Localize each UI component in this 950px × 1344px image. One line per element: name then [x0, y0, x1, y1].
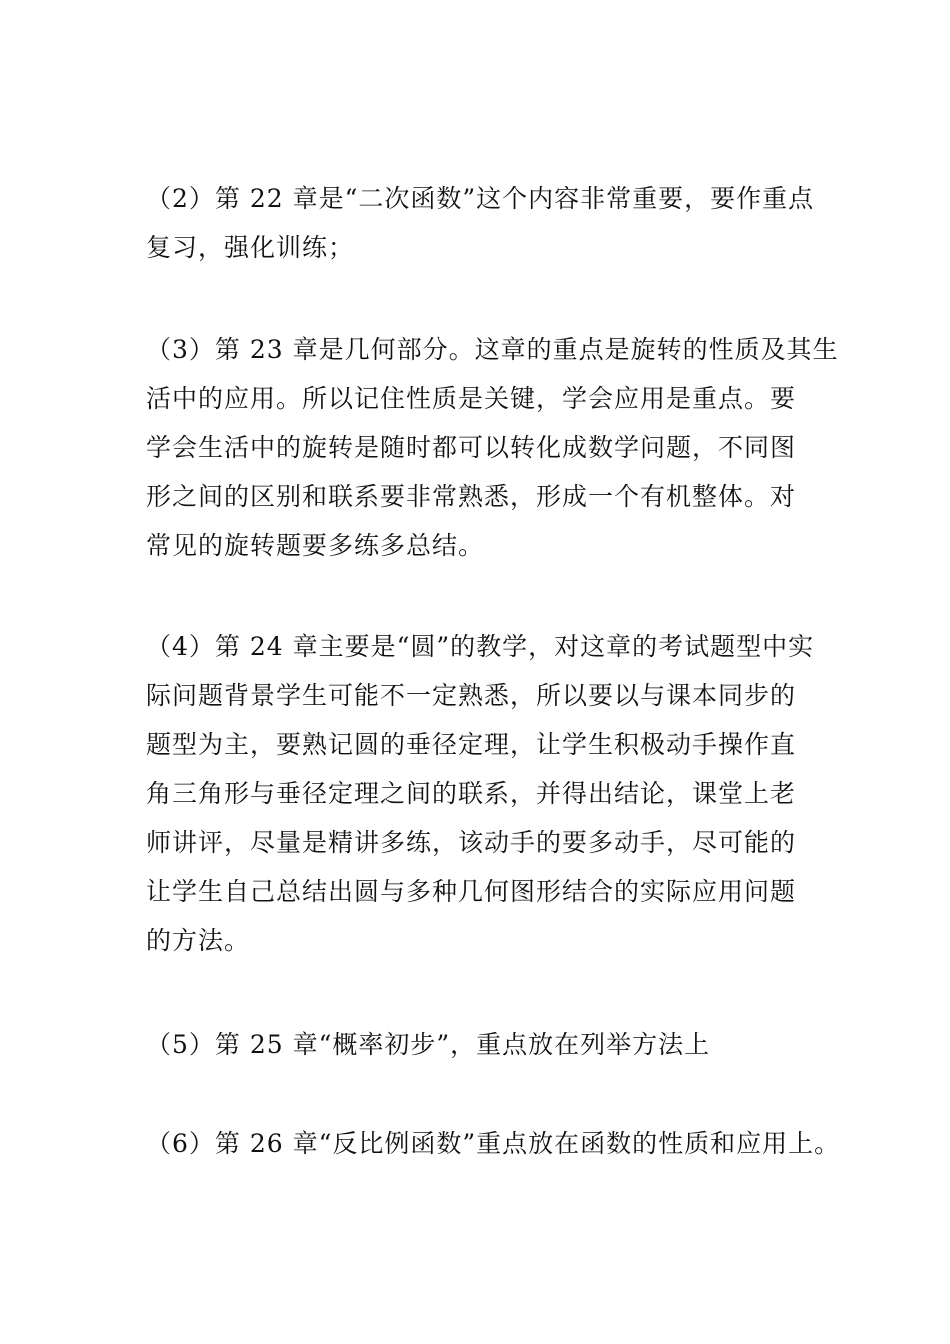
- text-line: （6）第 26 章“反比例函数”重点放在函数的性质和应用上。: [146, 1129, 841, 1158]
- paragraph-chapter-22: [146, 174, 814, 272]
- paragraph-chapter-26: [146, 1119, 840, 1168]
- text-line: 活中的应用。所以记住性质是关键，学会应用是重点。要: [146, 384, 797, 413]
- text-line: 的方法。: [146, 926, 251, 955]
- text-line: 际问题背景学生可能不一定熟悉，所以要以与课本同步的: [146, 681, 797, 710]
- text-line: （2）第 22 章是“二次函数”这个内容非常重要，要作重点: [146, 184, 815, 213]
- text-line: 形之间的区别和联系要非常熟悉，形成一个有机整体。对: [146, 482, 797, 511]
- text-line: （3）第 23 章是几何部分。这章的重点是旋转的性质及其生: [146, 335, 839, 364]
- text-line: （5）第 25 章“概率初步”，重点放在列举方法上: [146, 1030, 711, 1059]
- text-line: 学会生活中的旋转是随时都可以转化成数学问题，不同图: [146, 433, 797, 462]
- text-line: 角三角形与垂径定理之间的联系，并得出结论，课堂上老: [146, 779, 797, 808]
- text-line: （4）第 24 章主要是“圆”的教学，对这章的考试题型中实: [146, 632, 815, 661]
- paragraph-chapter-23: [146, 325, 839, 570]
- text-line: 师讲评，尽量是精讲多练，该动手的要多动手，尽可能的: [146, 828, 797, 857]
- text-line: 常见的旋转题要多练多总结。: [146, 531, 485, 560]
- text-line: 让学生自己总结出圆与多种几何图形结合的实际应用问题: [146, 877, 797, 906]
- text-line: 题型为主，要熟记圆的垂径定理，让学生积极动手操作直: [146, 730, 797, 759]
- text-line: 复习，强化训练；: [146, 233, 355, 262]
- paragraph-chapter-25: [146, 1020, 710, 1069]
- paragraph-chapter-24: [146, 622, 814, 965]
